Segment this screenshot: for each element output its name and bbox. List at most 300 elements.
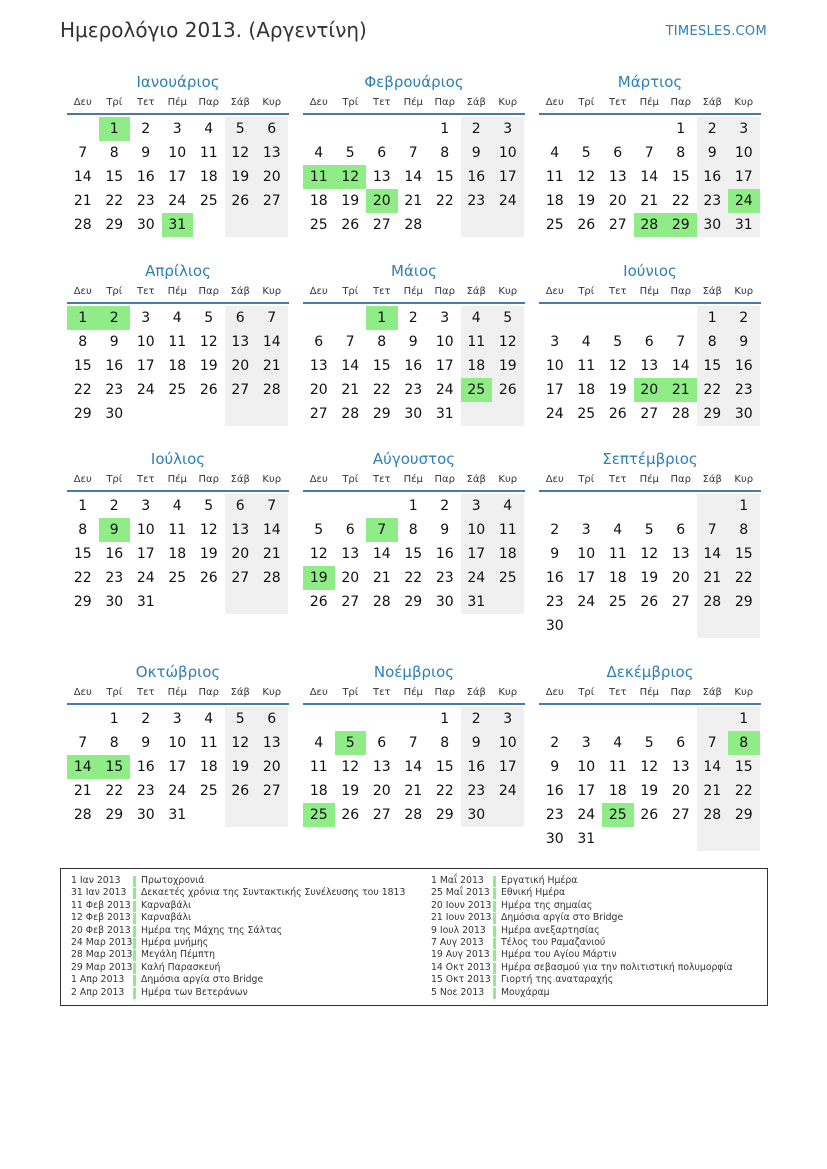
legend-row bbox=[71, 912, 405, 924]
day-cell: 15 bbox=[671, 169, 690, 185]
legend-color-marker bbox=[493, 901, 496, 912]
holiday-day: 1 bbox=[366, 306, 398, 330]
empty-cell bbox=[398, 707, 430, 731]
day-cell: 27 bbox=[225, 378, 257, 402]
weekday-label: Πέμ bbox=[403, 474, 423, 485]
legend-color-marker bbox=[493, 988, 496, 999]
day-cell: 3 bbox=[440, 310, 450, 326]
day-cell: 22 bbox=[435, 193, 454, 209]
empty-cell bbox=[162, 402, 194, 426]
month-name: Σεπτέμβριος bbox=[602, 450, 698, 468]
day-cell: 13 bbox=[341, 546, 360, 562]
day-cell: 16 bbox=[435, 546, 454, 562]
day-cell: 6 bbox=[345, 522, 355, 538]
day-cell: 26 bbox=[577, 217, 596, 233]
day-cell: 27 bbox=[225, 566, 257, 590]
empty-cell bbox=[398, 117, 430, 141]
holiday-day: 9 bbox=[99, 518, 131, 542]
day-cell: 27 bbox=[372, 807, 391, 823]
empty-cell bbox=[492, 590, 524, 614]
empty-cell bbox=[162, 590, 194, 614]
day-cell: 29 bbox=[73, 406, 92, 422]
day-cell: 16 bbox=[461, 755, 493, 779]
day-cell: 28 bbox=[73, 807, 92, 823]
legend-holiday-name: Καλή Παρασκευή bbox=[141, 961, 221, 973]
day-cell: 13 bbox=[225, 330, 257, 354]
weekday-label: Δευ bbox=[545, 286, 564, 297]
days-grid bbox=[539, 707, 761, 851]
weekday-label: Τρί bbox=[106, 286, 123, 297]
day-cell: 27 bbox=[671, 807, 690, 823]
weekday-label: Κυρ bbox=[262, 687, 282, 698]
legend-color-marker bbox=[493, 913, 496, 924]
legend-row bbox=[431, 925, 733, 937]
day-cell: 14 bbox=[697, 542, 729, 566]
day-cell: 30 bbox=[435, 594, 454, 610]
day-cell: 3 bbox=[141, 310, 151, 326]
days-grid bbox=[539, 494, 761, 638]
weekday-label: Σάβ bbox=[230, 474, 250, 485]
legend-holiday-name: Καρναβάλι bbox=[141, 899, 192, 911]
day-cell: 31 bbox=[577, 831, 596, 847]
empty-cell bbox=[225, 402, 257, 426]
day-cell: 2 bbox=[461, 117, 493, 141]
weekday-label: Τετ bbox=[136, 97, 155, 108]
day-cell: 4 bbox=[204, 711, 214, 727]
day-cell: 14 bbox=[73, 169, 92, 185]
legend-holiday-name: Πρωτοχρονιά bbox=[141, 875, 205, 886]
weekday-label: Τετ bbox=[136, 474, 155, 485]
empty-cell bbox=[634, 707, 666, 731]
day-cell: 9 bbox=[109, 334, 119, 350]
day-cell: 5 bbox=[581, 145, 591, 161]
day-cell: 5 bbox=[204, 498, 214, 514]
day-cell: 26 bbox=[199, 570, 218, 586]
day-cell: 3 bbox=[728, 117, 760, 141]
day-cell: 25 bbox=[199, 193, 218, 209]
day-cell: 3 bbox=[172, 121, 182, 137]
day-cell: 19 bbox=[341, 193, 360, 209]
day-cell: 17 bbox=[168, 169, 187, 185]
legend-row bbox=[71, 974, 405, 986]
day-cell: 10 bbox=[492, 141, 524, 165]
weekday-label: Κυρ bbox=[498, 97, 518, 108]
day-cell: 5 bbox=[314, 522, 324, 538]
weekday-label: Παρ bbox=[198, 687, 219, 698]
day-cell: 9 bbox=[461, 141, 493, 165]
legend-color-marker bbox=[133, 876, 136, 887]
day-cell: 30 bbox=[545, 618, 564, 634]
day-cell: 8 bbox=[440, 145, 450, 161]
day-cell: 22 bbox=[372, 382, 391, 398]
day-cell: 20 bbox=[341, 570, 360, 586]
weekday-header bbox=[67, 686, 289, 705]
day-cell: 1 bbox=[408, 498, 418, 514]
weekday-label: Δευ bbox=[309, 687, 328, 698]
legend-color-marker bbox=[133, 950, 136, 961]
legend-date: 11 Φεβ 2013 bbox=[71, 899, 131, 911]
day-cell: 30 bbox=[728, 402, 760, 426]
weekday-label: Δευ bbox=[545, 97, 564, 108]
day-cell: 7 bbox=[644, 145, 654, 161]
empty-cell bbox=[634, 827, 666, 851]
day-cell: 18 bbox=[492, 542, 524, 566]
day-cell: 12 bbox=[341, 759, 360, 775]
day-cell: 29 bbox=[435, 807, 454, 823]
empty-cell bbox=[193, 590, 225, 614]
day-cell: 19 bbox=[341, 783, 360, 799]
day-cell: 5 bbox=[225, 707, 257, 731]
empty-cell bbox=[539, 494, 571, 518]
day-cell: 26 bbox=[225, 779, 257, 803]
day-cell: 31 bbox=[728, 213, 760, 237]
day-cell: 23 bbox=[545, 807, 564, 823]
month-name: Φεβρουάριος bbox=[364, 73, 464, 91]
day-cell: 24 bbox=[136, 382, 155, 398]
day-cell: 21 bbox=[372, 570, 391, 586]
day-cell: 13 bbox=[256, 141, 288, 165]
legend-color-marker bbox=[133, 963, 136, 974]
day-cell: 21 bbox=[697, 779, 729, 803]
day-cell: 20 bbox=[372, 783, 391, 799]
day-cell: 26 bbox=[492, 378, 524, 402]
empty-cell bbox=[634, 306, 666, 330]
day-cell: 18 bbox=[168, 546, 187, 562]
weekday-label: Κυρ bbox=[734, 286, 754, 297]
weekday-label: Δευ bbox=[73, 286, 92, 297]
weekday-label: Τρί bbox=[578, 97, 595, 108]
day-cell: 24 bbox=[168, 193, 187, 209]
weekday-label: Παρ bbox=[198, 474, 219, 485]
holiday-day: 25 bbox=[303, 803, 335, 827]
day-cell: 10 bbox=[435, 334, 454, 350]
month-block bbox=[539, 72, 761, 237]
day-cell: 12 bbox=[309, 546, 328, 562]
day-cell: 1 bbox=[697, 306, 729, 330]
day-cell: 15 bbox=[73, 358, 92, 374]
legend-row bbox=[431, 875, 733, 887]
day-cell: 12 bbox=[640, 759, 659, 775]
day-cell: 18 bbox=[577, 382, 596, 398]
legend-date: 1 Μαΐ 2013 bbox=[431, 875, 484, 886]
day-cell: 2 bbox=[550, 522, 560, 538]
day-cell: 5 bbox=[345, 145, 355, 161]
weekday-label: Τρί bbox=[342, 687, 359, 698]
weekday-label: Κυρ bbox=[498, 286, 518, 297]
day-cell: 28 bbox=[697, 803, 729, 827]
day-cell: 31 bbox=[168, 807, 187, 823]
legend-date: 25 Μαΐ 2013 bbox=[431, 887, 490, 899]
day-cell: 20 bbox=[256, 165, 288, 189]
legend-holiday-name: Δημόσια αργία στο Bridge bbox=[141, 974, 264, 986]
day-cell: 12 bbox=[225, 731, 257, 755]
weekday-label: Δευ bbox=[73, 687, 92, 698]
day-cell: 6 bbox=[377, 735, 387, 751]
weekday-label: Σάβ bbox=[230, 286, 250, 297]
day-cell: 13 bbox=[225, 518, 257, 542]
weekday-label: Τετ bbox=[136, 687, 155, 698]
weekday-label: Παρ bbox=[670, 687, 691, 698]
weekday-label: Πέμ bbox=[167, 97, 187, 108]
weekday-label: Τετ bbox=[372, 286, 391, 297]
day-cell: 12 bbox=[640, 546, 659, 562]
weekday-label: Τρί bbox=[342, 286, 359, 297]
weekday-label: Τρί bbox=[342, 97, 359, 108]
day-cell: 4 bbox=[204, 121, 214, 137]
weekday-label: Κυρ bbox=[498, 474, 518, 485]
empty-cell bbox=[665, 494, 697, 518]
empty-cell bbox=[697, 494, 729, 518]
day-cell: 13 bbox=[608, 169, 627, 185]
empty-cell bbox=[335, 306, 367, 330]
day-cell: 12 bbox=[225, 141, 257, 165]
day-cell: 2 bbox=[141, 711, 151, 727]
day-cell: 2 bbox=[697, 117, 729, 141]
month-name: Νοέμβριος bbox=[373, 663, 455, 681]
weekday-label: Κυρ bbox=[262, 97, 282, 108]
day-cell: 20 bbox=[309, 382, 328, 398]
day-cell: 2 bbox=[728, 306, 760, 330]
day-cell: 18 bbox=[309, 783, 328, 799]
legend-column-left bbox=[71, 875, 405, 999]
day-cell: 6 bbox=[225, 494, 257, 518]
day-cell: 15 bbox=[728, 755, 760, 779]
days-grid bbox=[539, 117, 761, 237]
day-cell: 20 bbox=[256, 755, 288, 779]
holiday-day: 5 bbox=[335, 731, 367, 755]
weekday-label: Σάβ bbox=[466, 97, 486, 108]
day-cell: 3 bbox=[492, 707, 524, 731]
days-grid bbox=[67, 306, 289, 426]
legend-row bbox=[71, 875, 405, 887]
day-cell: 27 bbox=[640, 406, 659, 422]
empty-cell bbox=[492, 803, 524, 827]
weekday-label: Πέμ bbox=[167, 286, 187, 297]
legend-color-marker bbox=[133, 926, 136, 937]
days-grid bbox=[303, 707, 525, 827]
day-cell: 24 bbox=[168, 783, 187, 799]
weekday-label: Πέμ bbox=[167, 687, 187, 698]
day-cell: 9 bbox=[697, 141, 729, 165]
weekday-header bbox=[303, 285, 525, 304]
empty-cell bbox=[303, 494, 335, 518]
empty-cell bbox=[602, 614, 634, 638]
empty-cell bbox=[303, 707, 335, 731]
legend-color-marker bbox=[493, 876, 496, 887]
day-cell: 24 bbox=[577, 594, 596, 610]
day-cell: 28 bbox=[404, 807, 423, 823]
day-cell: 31 bbox=[435, 406, 454, 422]
day-cell: 16 bbox=[136, 169, 155, 185]
day-cell: 16 bbox=[136, 759, 155, 775]
day-cell: 11 bbox=[461, 330, 493, 354]
day-cell: 22 bbox=[728, 566, 760, 590]
day-cell: 26 bbox=[341, 807, 360, 823]
day-cell: 19 bbox=[492, 354, 524, 378]
day-cell: 2 bbox=[461, 707, 493, 731]
month-name: Οκτώβριος bbox=[135, 663, 221, 681]
day-cell: 15 bbox=[372, 358, 391, 374]
weekday-label: Σάβ bbox=[230, 97, 250, 108]
empty-cell bbox=[366, 494, 398, 518]
day-cell: 29 bbox=[105, 217, 124, 233]
weekday-label: Πέμ bbox=[639, 97, 659, 108]
legend-date: 28 Μαρ 2013 bbox=[71, 949, 133, 961]
day-cell: 15 bbox=[404, 546, 423, 562]
weekday-label: Τρί bbox=[106, 97, 123, 108]
empty-cell bbox=[256, 803, 288, 827]
day-cell: 18 bbox=[545, 193, 564, 209]
brand-link[interactable]: TIMESLES.COM bbox=[665, 24, 767, 39]
days-grid bbox=[67, 707, 289, 827]
legend-holiday-name: Εργατική Ημέρα bbox=[501, 875, 578, 886]
day-cell: 5 bbox=[644, 735, 654, 751]
day-cell: 18 bbox=[608, 570, 627, 586]
day-cell: 1 bbox=[676, 121, 686, 137]
day-cell: 7 bbox=[697, 518, 729, 542]
day-cell: 30 bbox=[697, 213, 729, 237]
empty-cell bbox=[335, 707, 367, 731]
legend-row bbox=[71, 987, 405, 999]
legend-row bbox=[431, 937, 733, 949]
weekday-label: Δευ bbox=[73, 474, 92, 485]
holiday-day: 1 bbox=[67, 306, 99, 330]
day-cell: 1 bbox=[109, 711, 119, 727]
day-cell: 7 bbox=[256, 494, 288, 518]
day-cell: 30 bbox=[545, 831, 564, 847]
legend-date: 5 Noε 2013 bbox=[431, 986, 485, 998]
empty-cell bbox=[539, 306, 571, 330]
day-cell: 7 bbox=[256, 306, 288, 330]
empty-cell bbox=[193, 803, 225, 827]
holiday-day: 25 bbox=[461, 378, 493, 402]
day-cell: 13 bbox=[671, 546, 690, 562]
day-cell: 27 bbox=[309, 406, 328, 422]
weekday-header bbox=[539, 285, 761, 304]
weekday-label: Πέμ bbox=[403, 286, 423, 297]
day-cell: 16 bbox=[461, 165, 493, 189]
legend-date: 20 Φεβ 2013 bbox=[71, 924, 131, 936]
legend-color-marker bbox=[493, 888, 496, 899]
day-cell: 11 bbox=[168, 522, 187, 538]
empty-cell bbox=[461, 402, 493, 426]
day-cell: 18 bbox=[309, 193, 328, 209]
weekday-label: Σάβ bbox=[702, 97, 722, 108]
day-cell: 22 bbox=[697, 378, 729, 402]
weekday-label: Κυρ bbox=[262, 286, 282, 297]
legend-color-marker bbox=[133, 975, 136, 986]
day-cell: 23 bbox=[728, 378, 760, 402]
day-cell: 24 bbox=[492, 779, 524, 803]
empty-cell bbox=[461, 213, 493, 237]
empty-cell bbox=[728, 827, 760, 851]
day-cell: 10 bbox=[577, 546, 596, 562]
day-cell: 23 bbox=[404, 382, 423, 398]
day-cell: 6 bbox=[256, 117, 288, 141]
weekday-label: Κυρ bbox=[734, 474, 754, 485]
day-cell: 2 bbox=[109, 498, 119, 514]
days-grid bbox=[303, 494, 525, 614]
legend-holiday-name: Γιορτή της αναταραχής bbox=[501, 974, 614, 986]
empty-cell bbox=[256, 590, 288, 614]
day-cell: 14 bbox=[341, 358, 360, 374]
day-cell: 24 bbox=[577, 807, 596, 823]
day-cell: 3 bbox=[550, 334, 560, 350]
day-cell: 17 bbox=[492, 755, 524, 779]
day-cell: 15 bbox=[697, 354, 729, 378]
legend-holiday-name: Εθνική Ημέρα bbox=[501, 887, 566, 899]
day-cell: 25 bbox=[545, 217, 564, 233]
weekday-label: Δευ bbox=[73, 97, 92, 108]
day-cell: 23 bbox=[136, 783, 155, 799]
day-cell: 7 bbox=[408, 735, 418, 751]
day-cell: 10 bbox=[577, 759, 596, 775]
day-cell: 14 bbox=[640, 169, 659, 185]
empty-cell bbox=[225, 590, 257, 614]
day-cell: 11 bbox=[545, 169, 564, 185]
day-cell: 21 bbox=[697, 566, 729, 590]
day-cell: 14 bbox=[697, 755, 729, 779]
weekday-label: Κυρ bbox=[262, 474, 282, 485]
day-cell: 21 bbox=[73, 783, 92, 799]
legend-holiday-name: Ημέρα της Μάχης της Σάλτας bbox=[141, 924, 283, 936]
month-name: Δεκέμβριος bbox=[606, 663, 694, 681]
month-name: Ιανουάριος bbox=[136, 73, 220, 91]
legend-holiday-name: Ημέρα του Αγίου Μάρτιν bbox=[501, 949, 617, 961]
day-cell: 24 bbox=[545, 406, 564, 422]
legend-color-marker bbox=[493, 963, 496, 974]
legend-row bbox=[71, 937, 405, 949]
legend-date: 1 Απρ 2013 bbox=[71, 974, 125, 986]
empty-cell bbox=[492, 213, 524, 237]
holiday-day: 1 bbox=[99, 117, 131, 141]
day-cell: 8 bbox=[408, 522, 418, 538]
day-cell: 22 bbox=[404, 570, 423, 586]
day-cell: 13 bbox=[372, 759, 391, 775]
day-cell: 20 bbox=[671, 783, 690, 799]
day-cell: 17 bbox=[168, 759, 187, 775]
holiday-day: 28 bbox=[634, 213, 666, 237]
day-cell: 9 bbox=[141, 145, 151, 161]
legend-row bbox=[71, 962, 405, 974]
day-cell: 18 bbox=[461, 354, 493, 378]
days-grid bbox=[67, 494, 289, 614]
day-cell: 22 bbox=[73, 382, 92, 398]
day-cell: 17 bbox=[492, 165, 524, 189]
day-cell: 6 bbox=[644, 334, 654, 350]
day-cell: 7 bbox=[78, 735, 88, 751]
day-cell: 13 bbox=[256, 731, 288, 755]
day-cell: 9 bbox=[550, 546, 560, 562]
empty-cell bbox=[602, 306, 634, 330]
weekday-label: Τετ bbox=[372, 687, 391, 698]
day-cell: 17 bbox=[136, 546, 155, 562]
empty-cell bbox=[634, 494, 666, 518]
weekday-label: Πέμ bbox=[167, 474, 187, 485]
empty-cell bbox=[256, 213, 288, 237]
holiday-day: 20 bbox=[634, 378, 666, 402]
day-cell: 9 bbox=[461, 731, 493, 755]
weekday-header bbox=[67, 473, 289, 492]
day-cell: 19 bbox=[640, 783, 659, 799]
day-cell: 30 bbox=[105, 406, 124, 422]
day-cell: 11 bbox=[199, 735, 218, 751]
weekday-header bbox=[303, 96, 525, 115]
day-cell: 1 bbox=[728, 494, 760, 518]
empty-cell bbox=[366, 707, 398, 731]
day-cell: 19 bbox=[608, 382, 627, 398]
empty-cell bbox=[67, 707, 99, 731]
